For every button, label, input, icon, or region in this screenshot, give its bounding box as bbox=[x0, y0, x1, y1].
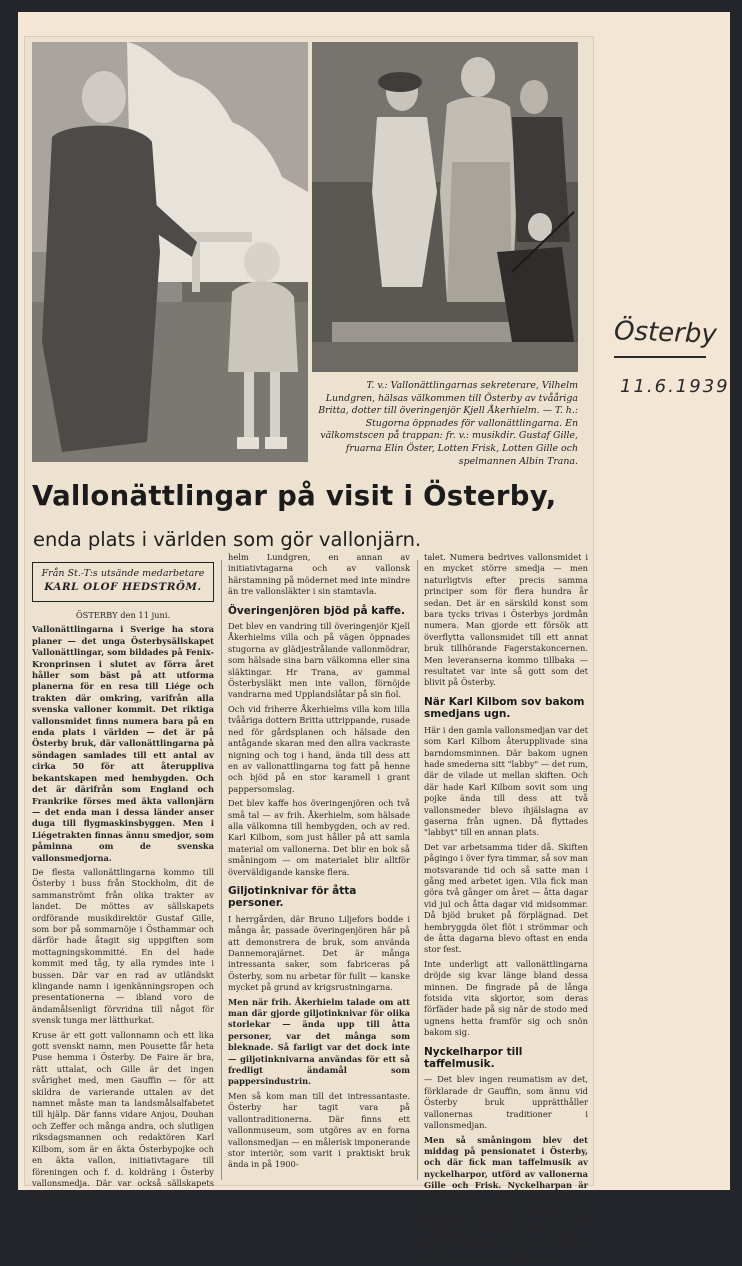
handwritten-underline bbox=[614, 356, 706, 358]
column-divider bbox=[417, 560, 418, 1180]
paragraph: Och vid friherre Åkerhielms villa kom lilla tvååriga dottern Britta uttrippande, rusade ned för gårdsplanen och hälsade den antågande skaran med den allra vackraste nigning och tog i hand, ända till dess att en av vallonattlingarna tog fatt på henne och bjöd på en stor karamell i grant pappersomslag. bbox=[228, 703, 411, 794]
paragraph: Så gick slutligen dagen och kl. 6 startade bussen mot Stockholm. bbox=[424, 1240, 588, 1262]
handwritten-place: Österby bbox=[613, 316, 718, 350]
paragraph: Men så småningom blev det middag på pensionatet i Österby, och där fick man taffelmusik av nyckelharpor, utförd av vallonerna Gille och Frisk. Nyckelharpan är det gamla vallon-instrumentet. Och musiken ligger i blodet. Det kan den tairikaste av alla vallonätter — Gilleätten — intyga. bbox=[424, 1134, 588, 1236]
paragraph: Här i den gamla vallonsmedjan var det som Karl Kilbom återupplivade sina barndomsminnen. Där bakom ugnen hade smederna sitt "labby" — det rum, där de vilade ut mellan skiften. Och där hade Karl Kilbom sovit som ung pojke ända till dess att två vallonsmeder blevo ihjälslagna av gaserna från ugnen. Då flyttades "labbyt" till en annan plats. bbox=[424, 724, 588, 838]
byline-name: KARL OLOF HEDSTRÖM. bbox=[44, 581, 202, 593]
subheading: Nyckelharpor till taffelmusik. bbox=[424, 1045, 523, 1071]
paragraph: Inte underligt att vallonättlingarna dröjde sig kvar länge bland dessa minnen. De fingrade på de långa fotsida vita skjortor, som deras förfäder hade på sig när de stodo med ugnens hetta framför sig och snön bakom sig. bbox=[424, 958, 588, 1038]
subheading: När Karl Kilbom sov bakom smedjans ugn. bbox=[424, 695, 585, 721]
column-1 bbox=[32, 610, 214, 1204]
byline-box bbox=[32, 562, 214, 602]
byline-intro: Från St.-T:s utsände medarbetare bbox=[41, 568, 205, 579]
paragraph: De flesta vallonättlingarna kommo till Österby i buss från Stockholm, dit de sammanströmt från olika trakter av landet. De möttes av sällskapets ordförande musikdirektör Gustaf Gille, som bor på sommarnöje i Östhammar och därför hade åtagit sig uppgiften som mottagningskommitté. En del hade kommit med tåg, ty alla rymdes inte i bussen. Där var en rad av utländskt klingande namn i igenkänningsropen och presentationerna — ibland voro de ändamålsenligt förvridna till något för svensk tunga mer lätthurkat. bbox=[32, 866, 214, 1026]
column-divider bbox=[221, 560, 222, 1180]
subheadline: enda plats i världen som gör vallonjärn. bbox=[33, 528, 422, 551]
paragraph: — Det blev ingen reumatism av det, förklarade dr Gauffin, som ännu vid Österby bruk upprätthåller vallonernas traditioner i vallonsmedjan. bbox=[424, 1074, 588, 1131]
column-3 bbox=[424, 552, 588, 1266]
paragraph: helm Lundgren, en annan av initiativtagarna och av vallonsk härstamning på mödernet med inte mindre än tre vallonsläkter i sin stamtavla. bbox=[228, 552, 410, 597]
photo-doorstep-scene bbox=[312, 42, 578, 372]
paragraph: talet. Numera bedrives vallonsmidet i en mycket större smedja — men naturligtvis efter precis samma principer som för flera hundra år sedan. Det är en särskild konst som bara tycks trivas i Österbys jordmån numera. Man gjorde ett försök att överflytta vallonsmidet till ett annat bruk tillhörande Fagerstakoncernen. Men leveranserna kommo tillbaka — resultatet var inte så gott som det blivit på Österby. bbox=[424, 552, 588, 688]
subheading: Överingenjören bjöd på kaffe. bbox=[228, 604, 405, 617]
photo-caption: T. v.: Vallonättlingarnas sekreterare, Vilhelm Lundgren, hälsas välkommen till Österby av tvååriga Britta, dotter till överingenjör Kjell Åkerhielm. — T. h.: Stugorna öppnades för vallonättlingarna. En välkomstscen på trappan: fr. v.: musikdir. Gustaf Gille, fruarna Elin Öster, Lotten Frisk, Lotten Gille och spelmannen Albin Trana. bbox=[318, 380, 578, 467]
paragraph: Det var arbetsamma tider då. Skiften pågingo i över fyra timmar, så sov man motsvarande tid och så satte man i gång med arbetet igen. Vila fick man göra två gånger om året — åtta dagar vid jul och åtta dagar vid midsommar. Då bjöd bruket på förplägnad. Det hembryggda ölet flöt i strömmar och de åtta dagarna blevo oftast en enda stor fest. bbox=[424, 841, 588, 955]
subheading: Giljotinknivar för åtta personer. bbox=[228, 884, 357, 910]
paragraph: Det blev en vandring till överingenjör Kjell Åkerhielms villa och på vägen öppnades stugorna av glädjestrålande vallonmödrar, som hälsade sina barn välkomna eller sina släktingar. Hr Trana, av gammal Österbysläkt men inte vallon, förnöjde vandrarna med Upplandslåtar på sin fiol. bbox=[228, 621, 410, 700]
lead-paragraph: Vallonättlingarna i Sverige ha stora planer — det unga Österbysällskapet Vallonättlingar, som bildades på Fenix-Kronprinsen i slutet av förra året håller som bäst på att utforma planerna för en resa till Liége och trakten där omkring, varifrån alla svenska valloner kommit. Det riktiga vallonsmidet finns numera bara på en enda plats i världen — det är på Österby bruk, där vallonättlingarna på söndagen samlades till ett antal av cirka 50 för att återuppliva bekantskapen med hembygden. Och det är därifrån som England och Frankrike förses med äkta vallonjärn — det enda man i dessa länder anser duga till flygmaskinsbyggen. Men i Liégetrakten finnas ännu smedjor, som påminna om de svenska vallonsmedjorna. bbox=[32, 624, 214, 863]
paragraph: Det blev kaffe hos överingenjören och två små tal — av frih. Åkerhielm, som hälsade alla välkomna till hembygden, och av red. Karl Kilbom, som just håller på att samla material om vallonerna. Det blir en bok så småningom — om materialet blir alltför överväldigande kanske flera. bbox=[228, 798, 410, 877]
column-2 bbox=[228, 552, 410, 1174]
paragraph: I herrgården, där Bruno Liljefors bodde i många år, passade överingenjören här på att demonstrera de bruk, som använda Dannemorajärnet. Det är många intressanta saker, som fabriceras på Österby, som nu arbetar för fullt — kanske mycket på grund av krigsrustningarna. bbox=[228, 913, 410, 993]
paragraph: Men så kom man till det intressantaste. Österby har tagit vara på vallontraditionerna. Där finns ett vallonmuseum, som utgöres av en forna vallonsmedjan — en målerisk imponerande stor interiör, som varit i praktiskt bruk ända in på 1900- bbox=[228, 1090, 410, 1170]
dateline: ÖSTERBY den 11 juni. bbox=[75, 610, 171, 620]
photo-welcome-scene bbox=[32, 42, 308, 462]
headline: Vallonättlingar på visit i Österby, bbox=[32, 480, 557, 512]
paragraph: Kruse är ett gott vallonnamn och ett lika gott svenskt namn, men Pousette får heta Puse hemma i Österby. De Faire är bra, rätt uttalat, och Gille är det ingen svårighet med, men Gauffin — för att skildra de varierande uttalen av det namnet måste man ta landsmålsalfabetet till hjälp. Där fanns vidare Anjou, Douhan och Zeffer och många andra, och slutligen riksdagsmannen och redaktören Karl Kilbom, som är en äkta Österbypojke och en äkta vallon, initiativtagare till föreningen och f. d. koldräng i Österby vallonsmedja. Där var också sällskapets sekreterare Vil- bbox=[32, 1029, 214, 1200]
paragraph: Men när frih. Åkerhielm talade om att man där gjorde giljotinknivar för olika storlekar — ända upp till åtta personer, var det många som bleknade. Så farligt var det dock inte — giljotinknivarna användas för ett så fredligt ändamål som pappersindustrin. bbox=[228, 996, 410, 1087]
handwritten-date: 11.6.1939. bbox=[620, 376, 738, 397]
